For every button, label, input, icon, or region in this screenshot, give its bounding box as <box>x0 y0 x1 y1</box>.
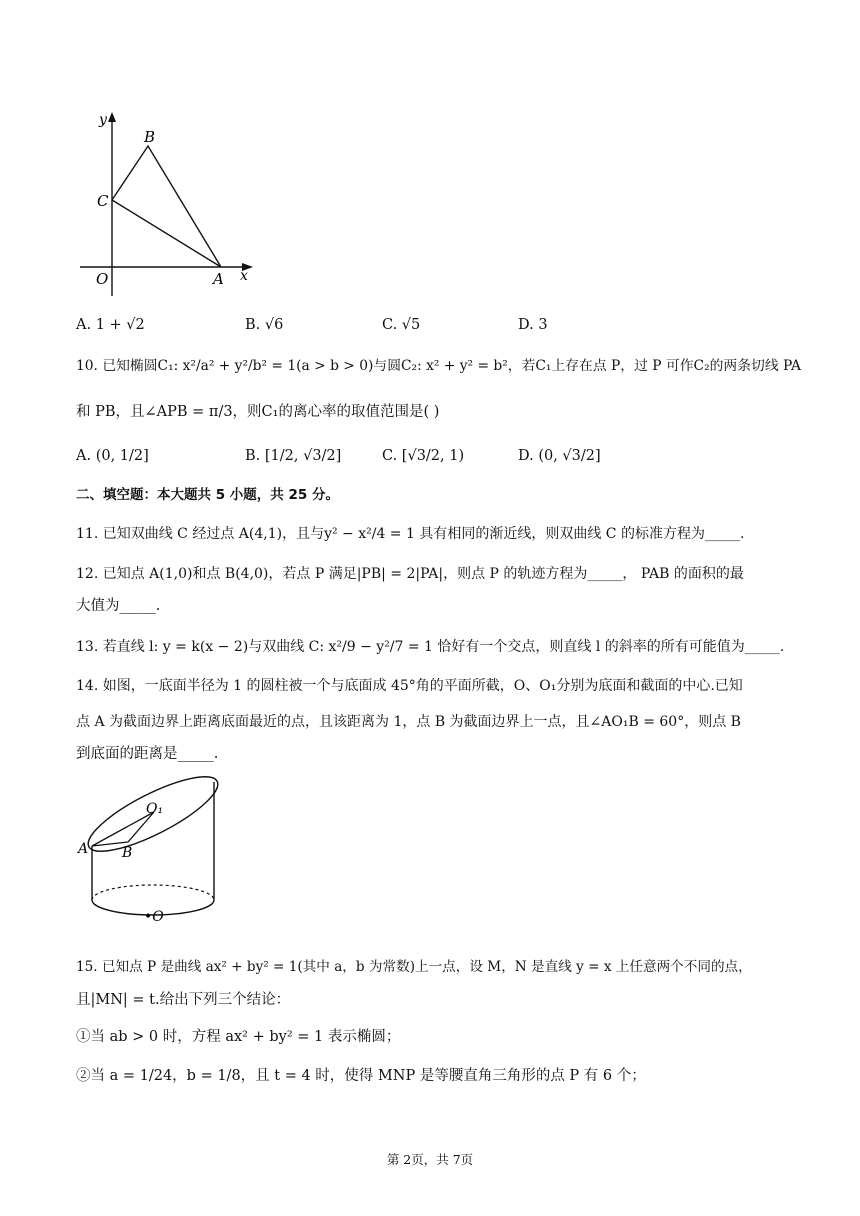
label-o2: •O <box>144 909 164 925</box>
q11-text: 11. 已知双曲线 C 经过点 A(4,1)，且与y² − x²/4 = 1 具有相同的渐近线，则双曲线 C 的标准方程为_____. <box>76 526 745 542</box>
label-o1: O₁ <box>146 801 164 817</box>
q9-option-b: B. √6 <box>245 317 284 333</box>
q15-line1: 15. 已知点 P 是曲线 ax² + by² = 1(其中 a，b 为常数)上一点，设 M，N 是直线 y = x 上任意两个不同的点， <box>76 959 752 975</box>
label-b2: B <box>122 845 133 861</box>
label-c: C <box>97 192 109 210</box>
q9-option-a: A. 1 + √2 <box>76 317 145 333</box>
cylinder-figure <box>76 772 226 937</box>
q10-line1: 10. 已知椭圆C₁: x²/a² + y²/b² = 1(a > b > 0)与圆C₂: x² + y² = b²，若C₁上存在点 P，过 P 可作C₂的两条切线 PA <box>76 358 801 374</box>
q9-option-d: D. 3 <box>518 317 548 333</box>
q15-line2: 且|MN| = t.给出下列三个结论： <box>76 992 291 1008</box>
section-fill-in-heading: 二、填空题：本大题共 5 小题，共 25 分。 <box>76 487 339 503</box>
q10-line2: 和 PB，且∠APB = π/3，则C₁的离心率的取值范围是( ) <box>76 404 440 420</box>
q14-line3: 到底面的距离是_____. <box>76 746 219 762</box>
label-a2: A <box>78 841 89 857</box>
label-x: x <box>240 268 248 284</box>
q14-line2: 点 A 为截面边界上距离底面最近的点，且该距离为 1，点 B 为截面边界上一点，且∠AO₁B = 60°，则点 B <box>76 714 741 730</box>
label-a: A <box>213 270 224 288</box>
label-y: y <box>99 112 107 128</box>
q15-item2: ②当 a = 1/24，b = 1/8，且 t = 4 时，使得 MNP 是等腰直角三角形的点 P 有 6 个； <box>76 1068 646 1084</box>
q13-text: 13. 若直线 l: y = k(x − 2)与双曲线 C: x²/9 − y²/7 = 1 恰好有一个交点，则直线 l 的斜率的所有可能值为_____. <box>76 639 785 655</box>
q10-option-a: A. (0, 1/2] <box>76 448 149 464</box>
q12-line2: 大值为_____. <box>76 598 161 614</box>
triangle-figure <box>70 108 260 303</box>
q15-item1: ①当 ab > 0 时，方程 ax² + by² = 1 表示椭圆； <box>76 1029 401 1045</box>
q9-option-c: C. √5 <box>382 317 421 333</box>
q14-line1: 14. 如图，一底面半径为 1 的圆柱被一个与底面成 45°角的平面所截，O、O₁分别为底面和截面的中心.已知 <box>76 678 743 694</box>
q10-option-d: D. (0, √3/2] <box>518 448 601 464</box>
label-o: O <box>96 270 109 288</box>
q10-option-b: B. [1/2, √3/2] <box>245 448 342 464</box>
page-footer: 第 2页，共 7页 <box>386 1152 474 1167</box>
q10-option-c: C. [√3/2, 1) <box>382 448 465 464</box>
label-b: B <box>144 128 156 146</box>
q12-line1: 12. 已知点 A(1,0)和点 B(4,0)，若点 P 满足|PB| = 2|PA|，则点 P 的轨迹方程为_____， PAB 的面积的最 <box>76 566 744 582</box>
